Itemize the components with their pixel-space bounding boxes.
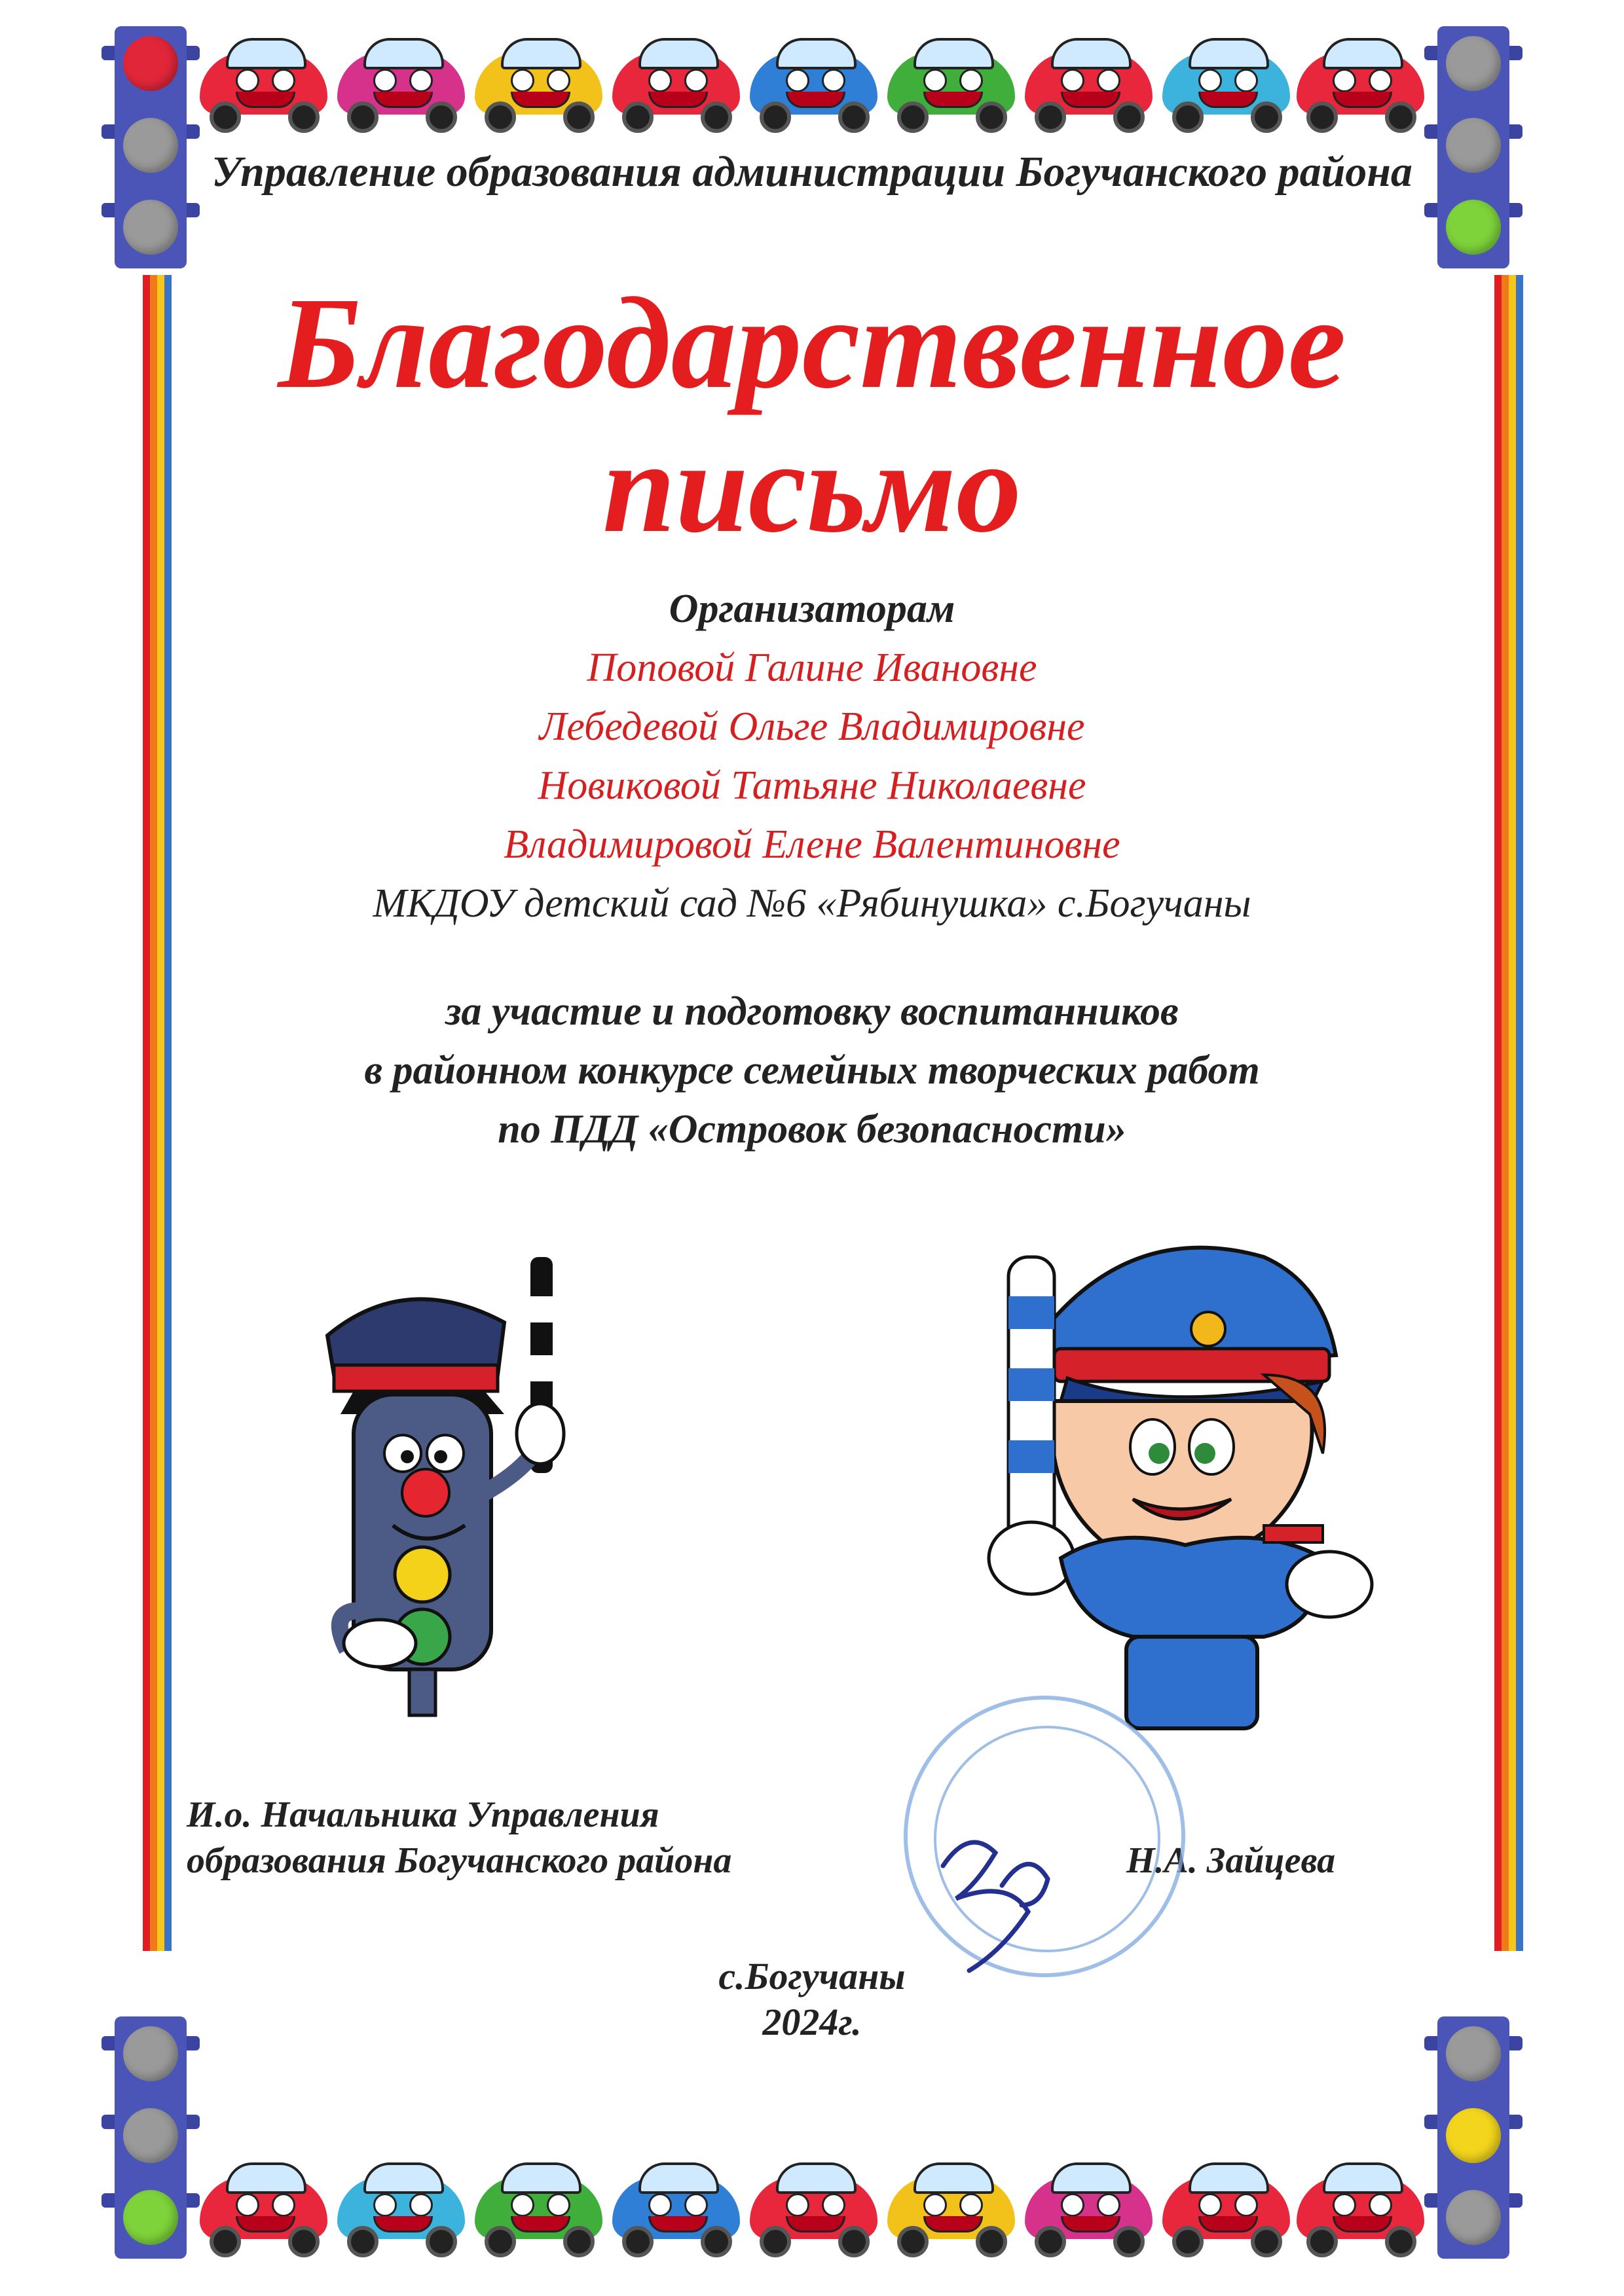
organization-header: Управление образования администрации Богучанского района [212,148,1412,196]
recipient-name-2: Лебедевой Ольге Владимировне [539,704,1085,749]
car-icon [884,2157,1018,2255]
car-icon [1159,2157,1293,2255]
reason-line-3: по ПДД «Островок безопасности» [498,1107,1126,1152]
car-icon [1022,2157,1156,2255]
signatory-position-line1: И.о. Начальника Управления [187,1795,659,1835]
car-icon [334,2157,468,2255]
bottom-cars-border [196,2144,1428,2275]
car-icon [747,2157,881,2255]
title-line2: письмо [602,415,1022,560]
signatory-name: Н.А. Зайцева [1126,1840,1336,1881]
footer-place: с.Богучаны [718,1955,906,1997]
car-icon [196,33,331,131]
car-icon [1293,33,1428,131]
car-icon [609,33,743,131]
car-icon [747,33,881,131]
institution: МКДОУ детский сад №6 «Рябинушка» с.Богучаны [373,881,1251,926]
handwritten-signature [930,1807,1074,1977]
car-icon [609,2157,743,2255]
recipient-name-3: Новиковой Татьяне Николаевне [538,763,1086,808]
recipient-name-4: Владимировой Елене Валентиновне [504,822,1120,867]
car-icon [884,33,1018,131]
car-icon [1293,2157,1428,2255]
footer-year: 2024г. [762,2001,862,2043]
car-icon [1159,33,1293,131]
reason-line-1: за участие и подготовку воспитанников [445,989,1179,1034]
car-icon [471,33,606,131]
car-icon [334,33,468,131]
recipients-heading: Организаторам [669,587,955,631]
signatory-position-line2: образования Богучанского района [187,1840,732,1881]
traffic-light-character-icon [288,1244,629,1728]
car-icon [471,2157,606,2255]
traffic-light-bottom-right-icon [1424,2016,1522,2265]
recipient-name-1: Поповой Галине Ивановне [587,646,1037,690]
traffic-light-bottom-left-icon [101,2016,200,2265]
police-boy-character-icon [956,1218,1454,1755]
reason-line-2: в районном конкурсе семейных творческих работ [364,1048,1260,1093]
car-icon [196,2157,331,2255]
car-icon [1022,33,1156,131]
title-line1: Благодарственное [278,271,1346,416]
top-cars-border [196,20,1428,151]
